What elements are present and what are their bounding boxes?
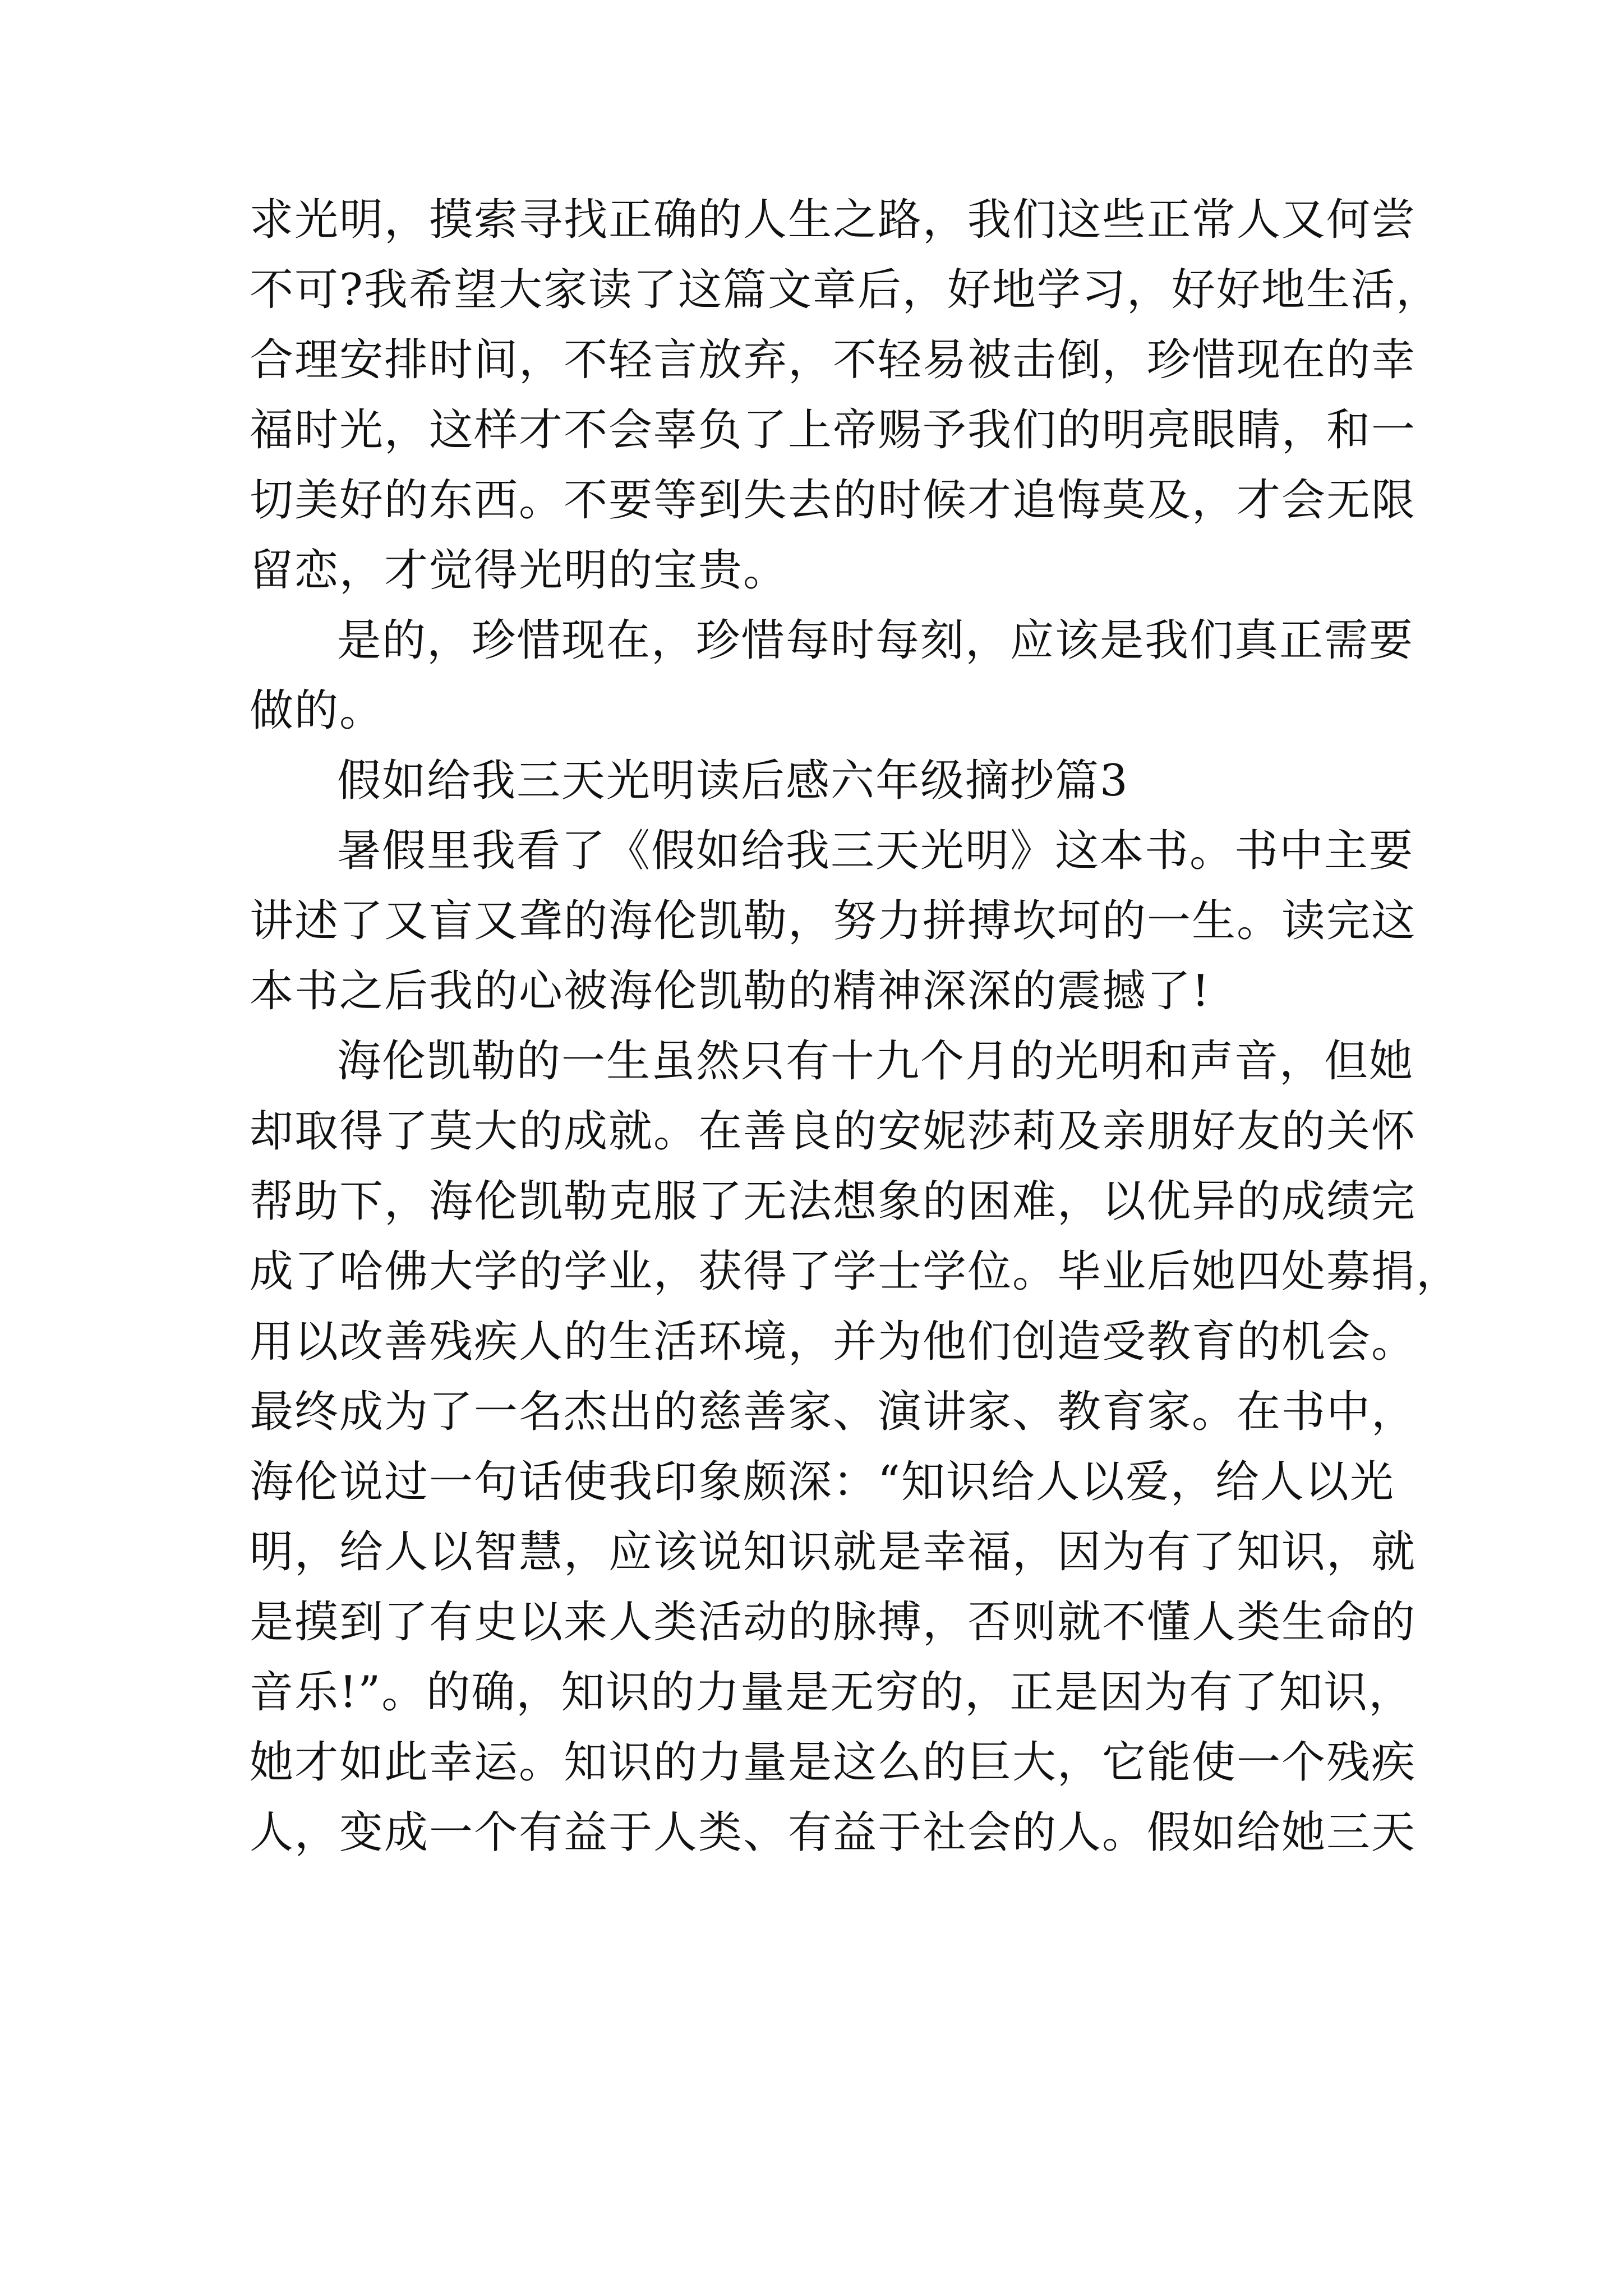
text-line: 是摸到了有史以来人类活动的脉搏，否则就不懂人类生命的 xyxy=(250,1597,1417,1648)
paragraph-start-line: 暑假里我看了《假如给我三天光明》这本书。书中主要 xyxy=(337,826,1414,876)
text-line: 帮助下，海伦凯勒克服了无法想象的困难，以优异的成绩完 xyxy=(250,1176,1417,1227)
text-line: 成了哈佛大学的学业，获得了学士学位。毕业后她四处募捐， xyxy=(250,1246,1461,1297)
paragraph-start-line: 是的，珍惜现在，珍惜每时每刻，应该是我们真正需要 xyxy=(337,615,1414,666)
text-line: 她才如此幸运。知识的力量是这么的巨大，它能使一个残疾 xyxy=(250,1737,1417,1788)
section-heading: 假如给我三天光明读后感六年级摘抄篇3 xyxy=(337,756,1129,806)
text-line: 留恋，才觉得光明的宝贵。 xyxy=(250,545,789,596)
text-line: 不可?我希望大家读了这篇文章后，好地学习，好好地生活， xyxy=(250,265,1441,315)
text-line: 人，变成一个有益于人类、有益于社会的人。假如给她三天 xyxy=(250,1807,1417,1858)
text-line: 本书之后我的心被海伦凯勒的精神深深的震撼了! xyxy=(250,966,1211,1016)
text-line: 求光明，摸索寻找正确的人生之路，我们这些正常人又何尝 xyxy=(250,195,1417,245)
text-line: 讲述了又盲又聋的海伦凯勒，努力拼搏坎坷的一生。读完这 xyxy=(250,896,1417,946)
paragraph-start-line: 海伦凯勒的一生虽然只有十九个月的光明和声音，但她 xyxy=(337,1036,1414,1087)
text-line: 明，给人以智慧，应该说知识就是幸福，因为有了知识，就 xyxy=(250,1527,1417,1577)
text-line: 合理安排时间，不轻言放弃，不轻易被击倒，珍惜现在的幸 xyxy=(250,335,1417,385)
text-line: 做的。 xyxy=(250,685,385,736)
text-line: 福时光，这样才不会辜负了上帝赐予我们的明亮眼睛，和一 xyxy=(250,405,1417,455)
text-line: 最终成为了一名杰出的慈善家、演讲家、教育家。在书中， xyxy=(250,1387,1417,1437)
text-line: 音乐!”。的确，知识的力量是无穷的，正是因为有了知识， xyxy=(250,1667,1414,1718)
text-line: 却取得了莫大的成就。在善良的安妮莎莉及亲朋好友的关怀 xyxy=(250,1106,1417,1157)
text-line: 海伦说过一句话使我印象颇深：“知识给人以爱，给人以光 xyxy=(250,1457,1395,1507)
text-line: 用以改善残疾人的生活环境，并为他们创造受教育的机会。 xyxy=(250,1317,1417,1367)
document-body xyxy=(250,185,1461,1868)
text-line: 切美好的东西。不要等到失去的时候才追悔莫及，才会无限 xyxy=(250,475,1417,526)
